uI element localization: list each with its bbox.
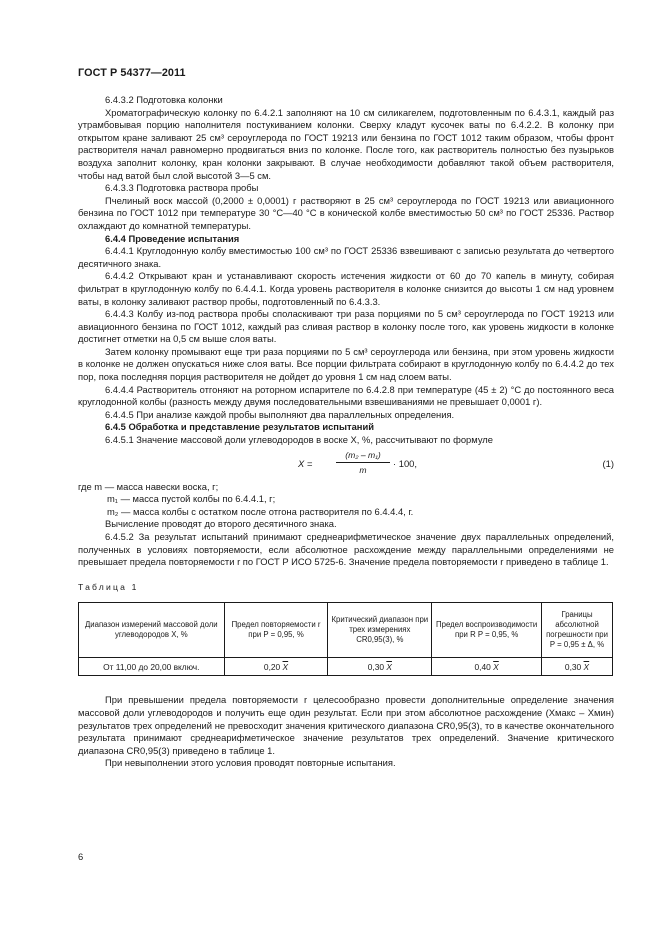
paragraph: 6.4.5.2 За результат испытаний принимают среднеарифметическое значение двух параллельных определений, полученных в условиях повторяемости, если абсолютное расхождение между параллельными определениями не превышает предела повторяемости r по ГОСТ Р ИСО 5725-6. Значение предела повторяемости r приведено в таблице 1. bbox=[78, 531, 614, 568]
section-heading: 6.4.3.3 Подготовка раствора пробы bbox=[105, 182, 259, 194]
page-number: 6 bbox=[78, 851, 84, 862]
table-header-cell: Предел повторяемости r при P = 0,95, % bbox=[224, 603, 328, 658]
x-bar-symbol: $\overline{X}$ bbox=[282, 661, 289, 672]
formula bbox=[78, 449, 614, 481]
paragraph: 6.4.4.1 Круглодонную колбу вместимостью 100 см³ по ГОСТ 25336 взвешивают с записью результата до четвертого десятичного знака. bbox=[78, 245, 614, 269]
table-caption: Таблица 1 bbox=[78, 581, 139, 592]
formula-fraction bbox=[336, 449, 390, 477]
paragraph: Затем колонку промывают еще три раза порциями по 5 см³ сероуглерода или бензина, при этом уровень жидкости в колонке не должен опускаться ниже слоя ваты. Все порции фильтрата собирают в круглодонную колбу по 6.4.4.2 до тех пор, пока последняя порция растворителя не дойдет до уровня 1 см над слоем ваты. bbox=[78, 345, 614, 383]
table-cell-r: 0,20 $\overline{X}$ bbox=[224, 658, 328, 676]
formula-lhs: X = bbox=[298, 457, 313, 469]
paragraph: 6.4.4.5 При анализе каждой пробы выполняют два параллельных определения. bbox=[105, 408, 455, 420]
table-cell-cr: 0,30 $\overline{X}$ bbox=[328, 658, 432, 676]
table-header-cell: Границы абсолютной погрешности при P = 0,95 ± Δ, % bbox=[542, 603, 613, 658]
definition-item: m₂ — масса колбы с остатком после отгона растворителя по 6.4.4.4, г. bbox=[107, 505, 414, 517]
definition-item: m₁ — масса пустой колбы по 6.4.4.1, г; bbox=[107, 493, 276, 505]
section-heading: 6.4.3.2 Подготовка колонки bbox=[105, 94, 223, 105]
table-row bbox=[79, 658, 613, 676]
paragraph: 6.4.5.1 Значение массовой доли углеводородов в воске X, %, рассчитывают по формуле bbox=[105, 434, 493, 446]
formula-factor: · 100, bbox=[393, 457, 417, 469]
precision-table bbox=[78, 602, 613, 676]
paragraph: 6.4.4.3 Колбу из-под раствора пробы споласкивают три раза порциями по 5 см³ сероуглерода по ГОСТ 19213 или авиационного бензина по ГОСТ 1012, каждый раз сливая раствор в колонку после того, как уровень жидкости в колонке достигнет отметки на 0,5 см выше слоя ваты. bbox=[78, 308, 614, 345]
table-header-row bbox=[79, 603, 613, 658]
table-cell-delta: 0,30 $\overline{X}$ bbox=[542, 658, 613, 676]
x-bar-symbol: $\overline{X}$ bbox=[493, 661, 499, 672]
paragraph: При невыполнении этого условия проводят повторные испытания. bbox=[105, 757, 396, 769]
paragraph: Хроматографическую колонку по 6.4.2.1 заполняют на 10 см силикагелем, подготовленным по 6.4.3.1, каждый раз утрамбовывая порцию наполнителя постукиванием колонки. Сверху кладут кусочек ваты по 6.4.2.2. В колонку при открытом кране заливают 25 см³ сероуглерода по ГОСТ 19213 или бензина по ГОСТ 1012 таким образом, чтобы фронт растворителя начал равномерно продвигаться вниз по колонке. После того, как растворитель полностью без пузырьков воздуха заполнит колонку, кран колонки закрывают. В случае необходимости добавляют такой объем растворителя, чтобы над ватой был слой высотой 3—5 см. bbox=[78, 106, 614, 181]
document-header: ГОСТ Р 54377—2011 bbox=[78, 67, 186, 79]
formula-number: (1) bbox=[602, 457, 614, 469]
paragraph: 6.4.4.2 Открывают кран и устанавливают скорость истечения жидкости от 60 до 70 капель в минуту, собирая фильтрат в круглодонную колбу по 6.4.4.1. Когда уровень растворителя в колонке снизится до высоты 1 см над уровнем ваты, в колонку заливают раствор пробы, подготовленный по 6.4.3.3. bbox=[78, 270, 614, 307]
paragraph: При превышении предела повторяемости r целесообразно провести дополнительные определение значения массовой доли углеводородов и получить еще один результат. Если при этом абсолютное расхождение (Xмакс – Xмин) результатов трех определений не превосходит значения критического диапазона CR0,95(3), то в качестве окончательного результата принимают среднеарифметическое значение результатов трех определений. Значение критического диапазона CR0,95(3) приведено в таблице 1. bbox=[78, 694, 614, 756]
paragraph: 6.4.4.4 Растворитель отгоняют на роторном испарителе по 6.4.2.8 при температуре (45 ± 2) °С до постоянного веса круглодонной колбы (разность между двумя последовательными взвешиваниями не превышает 0,0001 г). bbox=[78, 383, 614, 408]
table-header-cell: Критический диапазон при трех измерениях CR0,95(3), % bbox=[328, 603, 432, 658]
table-header-cell: Диапазон измерений массовой доли углеводородов X, % bbox=[79, 603, 225, 658]
x-bar-symbol: $\overline{X}$ bbox=[386, 661, 392, 672]
table-cell-R: 0,40 $\overline{X}$ bbox=[432, 658, 542, 676]
section-heading-bold: 6.4.5 Обработка и представление результатов испытаний bbox=[105, 421, 374, 433]
table-cell-range: От 11,00 до 20,00 включ. bbox=[79, 658, 225, 676]
definition-item: где m — масса навески воска, г; bbox=[78, 480, 219, 492]
after-table bbox=[78, 694, 614, 770]
section-heading-bold: 6.4.4 Проведение испытания bbox=[105, 232, 240, 244]
formula-denominator: m bbox=[359, 465, 367, 476]
table-header-cell: Предел воспроизводимости при R P = 0,95, % bbox=[432, 603, 542, 658]
paragraph: Вычисление проводят до второго десятичного знака. bbox=[105, 518, 337, 530]
formula-numerator: (m₂ – m₁) bbox=[336, 449, 390, 464]
paragraph: Пчелиный воск массой (0,2000 ± 0,0001) г растворяют в 25 см³ сероуглерода по ГОСТ 19213 или авиационного бензина по ГОСТ 1012 при температуре 30 °С—40 °С в конической колбе вместимостью 50 см³ по ГОСТ 25336. Раствор охлаждают до комнатной температуры. bbox=[78, 194, 614, 231]
definitions-list bbox=[78, 481, 614, 519]
document-body bbox=[78, 94, 614, 770]
x-bar-symbol: $\overline{X}$ bbox=[583, 661, 590, 672]
